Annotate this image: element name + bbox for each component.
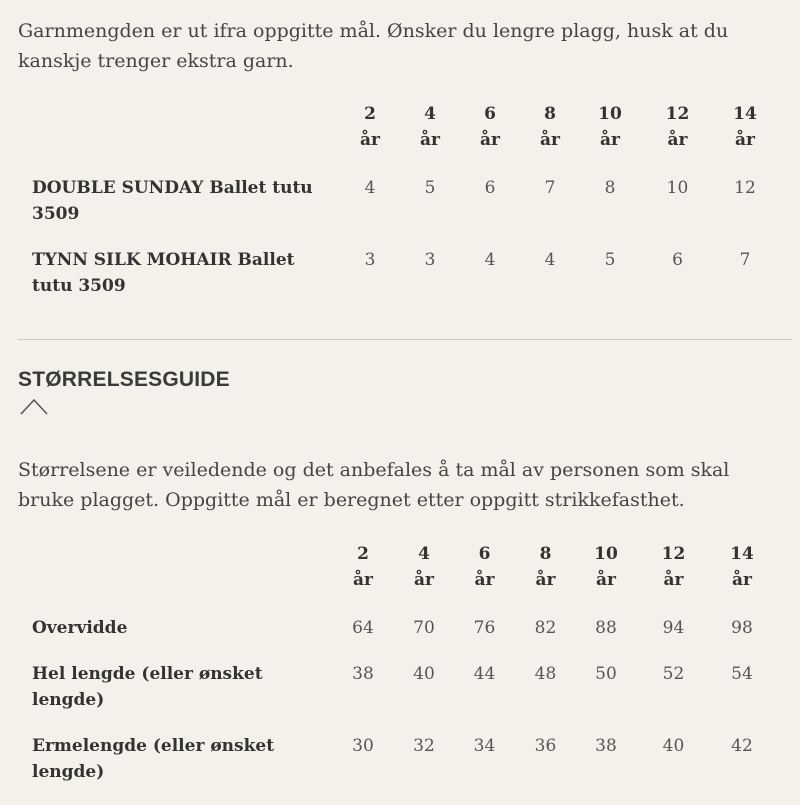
yarn-size-header: 6 år — [480, 104, 500, 150]
yarn-amount-intro: Garnmengden er ut ifra oppgitte mål. Ønsker du lengre plagg, husk at du kanskje trenger ekstra garn. — [18, 20, 729, 72]
size-header: 2 år — [353, 544, 373, 590]
measurement-value: 50 — [595, 664, 617, 684]
table-row — [0, 175, 775, 247]
yarn-table-header — [0, 101, 775, 175]
measurement-value: 52 — [662, 664, 685, 684]
yarn-amount: 5 — [604, 250, 616, 270]
size-table-corner — [0, 541, 332, 615]
measurement-value: 38 — [352, 664, 374, 684]
yarn-amount: 4 — [484, 250, 496, 270]
yarn-amount: 10 — [666, 178, 689, 198]
size-table-header — [0, 541, 773, 615]
measurement-value: 44 — [473, 664, 496, 684]
table-row — [0, 247, 775, 319]
yarn-table-corner — [0, 101, 340, 175]
table-row — [0, 661, 773, 733]
yarn-amount-table — [0, 101, 775, 319]
measurement-label: Hel lengde (eller ønsket lengde) — [32, 664, 263, 710]
measurement-value: 42 — [731, 736, 753, 756]
size-header: 6 år — [474, 544, 495, 590]
yarn-amount: 4 — [544, 250, 556, 270]
yarn-amount: 6 — [672, 250, 683, 270]
yarn-amount: 7 — [544, 178, 556, 198]
yarn-label: TYNN SILK MOHAIR Ballet tutu 3509 — [32, 250, 295, 296]
yarn-size-header: 10 år — [598, 104, 622, 150]
measurement-value: 48 — [534, 664, 557, 684]
measurement-value: 88 — [595, 618, 617, 638]
measurement-value: 30 — [352, 736, 374, 756]
table-row — [0, 733, 773, 805]
chevron-up-icon[interactable] — [20, 397, 48, 415]
measurement-value: 76 — [473, 618, 496, 638]
yarn-size-header: 2 år — [360, 104, 380, 150]
size-header: 14 år — [730, 544, 754, 590]
yarn-amount: 8 — [604, 178, 616, 198]
measurement-value: 40 — [662, 736, 685, 756]
measurement-value: 98 — [731, 618, 753, 638]
yarn-label: DOUBLE SUNDAY Ballet tutu 3509 — [32, 178, 313, 224]
yarn-amount: 4 — [364, 178, 376, 198]
size-guide-toggle[interactable]: STØRRELSESGUIDE — [18, 368, 230, 391]
measurement-label: Ermelengde (eller ønsket lengde) — [32, 736, 275, 782]
yarn-size-header: 8 år — [540, 104, 560, 150]
measurement-value: 82 — [534, 618, 557, 638]
section-divider — [18, 339, 792, 340]
yarn-amount: 3 — [364, 250, 376, 270]
measurement-value: 34 — [473, 736, 496, 756]
measurement-value: 94 — [662, 618, 685, 638]
measurement-value: 40 — [413, 664, 435, 684]
yarn-amount: 7 — [739, 250, 751, 270]
yarn-size-header: 12 år — [665, 104, 690, 150]
yarn-amount: 3 — [424, 250, 436, 270]
size-header: 10 år — [594, 544, 618, 590]
size-header: 4 år — [414, 544, 434, 590]
measurement-value: 38 — [595, 736, 617, 756]
size-header: 8 år — [535, 544, 556, 590]
measurement-label: Overvidde — [32, 618, 128, 638]
size-guide-intro: Størrelsene er veiledende og det anbefales å ta mål av personen som skal bruke plagget. Oppgitte mål er beregnet etter oppgitt strikkefasthet. — [18, 459, 730, 511]
measurement-value: 32 — [413, 736, 435, 756]
size-header: 12 år — [661, 544, 686, 590]
yarn-amount: 6 — [484, 178, 496, 198]
yarn-size-header: 4 år — [420, 104, 440, 150]
measurement-value: 64 — [352, 618, 374, 638]
size-guide-table — [0, 541, 773, 805]
yarn-amount: 5 — [424, 178, 436, 198]
measurement-value: 36 — [534, 736, 557, 756]
measurement-value: 54 — [731, 664, 753, 684]
table-row — [0, 615, 773, 661]
yarn-size-header: 14 år — [733, 104, 757, 150]
yarn-amount: 12 — [734, 178, 756, 198]
measurement-value: 70 — [413, 618, 435, 638]
